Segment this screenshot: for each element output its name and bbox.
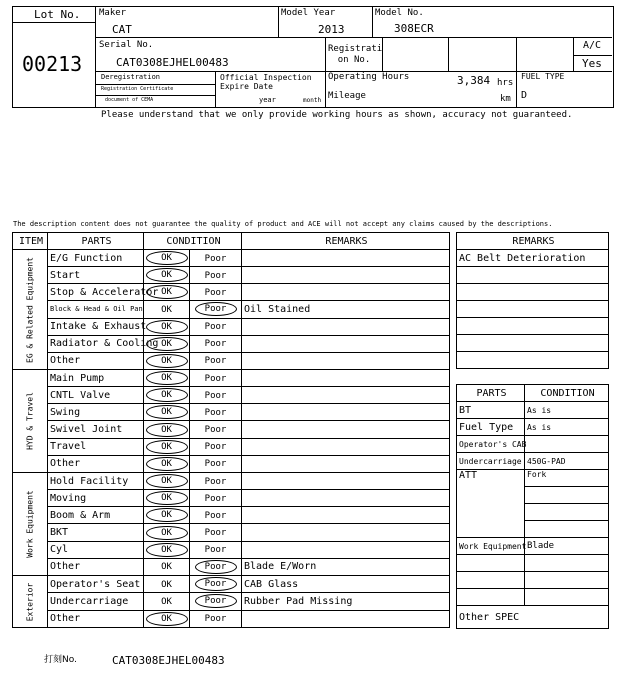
right-condition-header: CONDITION [525,385,609,402]
other-spec-label: Other SPEC [457,606,609,629]
fuel-type-label: FUEL TYPE [521,72,565,81]
part-cell: Radiator & Cooling [48,335,144,352]
right-parts-row [457,589,609,606]
remark-cell: Oil Stained [242,301,450,318]
poor-cell [190,267,242,284]
item-group-cell [13,370,48,473]
poor-option: Poor [204,253,227,264]
serial-label: Serial No. [99,40,154,50]
ok-cell [144,387,190,404]
poor-option: Poor [204,459,227,470]
right-part-cond: 450G-PAD [525,453,609,470]
remark-cell [242,473,450,490]
poor-cell [190,473,242,490]
ok-cell [144,352,190,369]
poor-cell [190,335,242,352]
right-part-cond [525,487,609,504]
table-row [13,267,450,284]
right-remarks-empty [457,335,609,352]
remark-cell [242,387,450,404]
poor-cell [190,490,242,507]
right-part-cond [525,521,609,538]
table-row [13,541,450,558]
item-group-cell [13,473,48,576]
poor-cell [190,524,242,541]
right-remarks-row [457,318,609,335]
table-row [13,301,450,318]
ok-selected-mark: OK [146,423,188,437]
table-row [13,284,450,301]
part-cell: E/G Function [48,250,144,267]
ok-selected-mark: OK [146,371,188,385]
ok-selected-mark: OK [146,405,188,419]
description-note: The description content does not guarantee the quality of product and ACE will not accept any claims caused by the descriptions. [13,220,553,228]
ok-cell [144,541,190,558]
ok-option: OK [161,304,172,315]
poor-selected-mark: Poor [195,302,237,316]
part-cell: Start [48,267,144,284]
ok-cell [144,301,190,318]
operating-hours-value: 3,384 [457,74,491,87]
item-group-cell [13,250,48,370]
ok-option: OK [161,596,172,607]
part-cell: Other [48,558,144,575]
part-cell: Swing [48,404,144,421]
poor-option: Poor [204,425,227,436]
item-group-label: Work Equipment [25,490,35,558]
ok-cell [144,438,190,455]
table-row [13,593,450,610]
ok-cell [144,250,190,267]
poor-selected-mark: Poor [195,560,237,574]
poor-cell [190,318,242,335]
remark-cell: CAB Glass [242,576,450,593]
footer-label: 打刻No. [44,655,77,665]
part-cell: Other [48,455,144,472]
item-group-cell [13,576,48,628]
part-cell: BKT [48,524,144,541]
month-label: month [303,97,322,104]
remark-cell [242,610,450,627]
poor-cell [190,370,242,387]
remark-cell [242,284,450,301]
ok-cell [144,524,190,541]
right-remarks-header: REMARKS [457,233,609,250]
part-cell: Travel [48,438,144,455]
ok-cell [144,610,190,627]
right-remarks-row [457,267,609,284]
right-parts-row [457,606,609,629]
ok-selected-mark: OK [146,388,188,402]
ok-selected-mark: OK [146,474,188,488]
poor-option: Poor [204,442,227,453]
part-cell: Hold Facility [48,473,144,490]
poor-cell [190,541,242,558]
table-row [13,610,450,627]
right-part-name [457,589,525,606]
ok-selected-mark: OK [146,612,188,626]
ok-selected-mark: OK [146,440,188,454]
right-part-cond [525,504,609,521]
table-row [13,335,450,352]
poor-cell [190,421,242,438]
part-cell: Other [48,352,144,369]
ok-option: OK [161,562,172,573]
remark-cell [242,267,450,284]
poor-cell [190,593,242,610]
right-part-name: Undercarriage [457,453,525,470]
fuel-type-value: D [521,90,528,101]
model-year-value: 2013 [318,23,345,36]
table-row [13,455,450,472]
table-row [13,421,450,438]
right-remarks-empty [457,318,609,335]
ok-cell [144,284,190,301]
registration-label: Registrati on No. [328,44,383,65]
poor-option: Poor [204,407,227,418]
right-part-cond: As is [525,419,609,436]
table-row [13,250,450,267]
remark-cell [242,250,450,267]
poor-option: Poor [204,373,227,384]
part-cell: Stop & Accelerator [48,284,144,301]
mileage-label: Mileage [328,91,366,101]
maker-label: Maker [99,8,127,18]
item-group-label: Exterior [25,582,35,621]
ok-cell [144,558,190,575]
km-unit: km [500,94,511,104]
poor-option: Poor [204,528,227,539]
ok-cell [144,490,190,507]
right-parts-row [457,572,609,589]
ok-cell [144,335,190,352]
footer-value: CAT0308EJHEL00483 [112,654,225,667]
condition-header: CONDITION [144,233,242,250]
remark-cell [242,541,450,558]
work-equipment-value: Blade [525,538,609,555]
parts-header: PARTS [48,233,144,250]
table-row [13,576,450,593]
ok-option: OK [161,579,172,590]
poor-option: Poor [204,270,227,281]
part-cell: Other [48,610,144,627]
model-no-label: Model No. [375,8,424,18]
work-equipment-label: Work Equipment [457,538,525,555]
maker-value: CAT [112,23,132,36]
remark-cell [242,438,450,455]
remarks-header: REMARKS [242,233,450,250]
operating-hours-label: Operating Hours [328,72,410,82]
right-part-name [457,572,525,589]
table-row [13,507,450,524]
right-remarks-empty [457,267,609,284]
poor-option: Poor [204,476,227,487]
model-year-label: Model Year [281,8,336,18]
part-cell: CNTL Valve [48,387,144,404]
ok-selected-mark: OK [146,508,188,522]
ok-selected-mark: OK [146,354,188,368]
poor-selected-mark: Poor [195,577,237,591]
cema-label: document of CEMA [105,97,154,103]
year-label: year [259,96,276,104]
remark-cell [242,490,450,507]
table-row [13,473,450,490]
part-cell: Cyl [48,541,144,558]
right-part-name: Fuel Type [457,419,525,436]
right-part-cond [525,589,609,606]
ok-cell [144,370,190,387]
right-part-cond [525,436,609,453]
right-parts-row [457,470,609,487]
table-row [13,318,450,335]
remark-cell [242,524,450,541]
disclaimer: Please understand that we only provide working hours as shown, accuracy not guaranteed. [101,110,573,120]
ok-selected-mark: OK [146,268,188,282]
serial-value: CAT0308EJHEL00483 [116,56,229,69]
item-group-label: HYD & Travel [25,392,35,450]
remark-cell [242,335,450,352]
poor-cell [190,352,242,369]
poor-option: Poor [204,545,227,556]
ok-cell [144,267,190,284]
poor-cell [190,250,242,267]
ok-selected-mark: OK [146,251,188,265]
registration-certificate-label: Registration Certificate [101,86,174,92]
ok-cell [144,421,190,438]
right-remarks-row [457,301,609,318]
remark-cell [242,404,450,421]
table-row [13,490,450,507]
right-parts-row [457,555,609,572]
right-remarks-row [457,335,609,352]
ok-selected-mark: OK [146,526,188,540]
part-cell: Block & Head & Oil Pan [48,301,144,318]
table-row [13,404,450,421]
remark-cell [242,318,450,335]
table-row [13,438,450,455]
ac-value: Yes [582,57,602,70]
ok-selected-mark: OK [146,285,188,299]
hrs-unit: hrs [497,78,514,88]
ok-cell [144,507,190,524]
right-part-name: BT [457,402,525,419]
ok-selected-mark: OK [146,491,188,505]
poor-option: Poor [204,390,227,401]
part-cell: Boom & Arm [48,507,144,524]
poor-cell [190,387,242,404]
ok-cell [144,473,190,490]
right-part-cond: Fork [525,470,609,487]
right-remarks-empty [457,352,609,369]
ac-label: A/C [583,40,602,51]
ok-cell [144,318,190,335]
right-remarks-empty [457,284,609,301]
ok-cell [144,576,190,593]
item-group-label: EG & Related Equipment [25,256,35,363]
remark-cell [242,421,450,438]
ok-selected-mark: OK [146,543,188,557]
inspection-table [12,232,450,628]
right-parts-table [456,384,609,629]
right-remarks-row [457,284,609,301]
remark-cell: Rubber Pad Missing [242,593,450,610]
remark-cell [242,507,450,524]
poor-option: Poor [204,356,227,367]
ok-selected-mark: OK [146,337,188,351]
right-parts-row [457,419,609,436]
poor-cell [190,558,242,575]
ok-selected-mark: OK [146,457,188,471]
right-part-name: ATT [457,470,525,538]
poor-option: Poor [204,339,227,350]
part-cell: Intake & Exhaust [48,318,144,335]
part-cell: Main Pump [48,370,144,387]
poor-cell [190,301,242,318]
poor-option: Poor [204,510,227,521]
inspection-label: Official Inspection Expire Date [220,73,312,91]
poor-cell [190,455,242,472]
ok-selected-mark: OK [146,320,188,334]
poor-option: Poor [204,322,227,333]
right-part-name: Operator's CAB [457,436,525,453]
poor-selected-mark: Poor [195,594,237,608]
ok-cell [144,404,190,421]
poor-option: Poor [204,287,227,298]
poor-cell [190,576,242,593]
deregistration-label: Deregistration [101,73,161,81]
ok-cell [144,593,190,610]
right-parts-row [457,402,609,419]
right-part-cond [525,572,609,589]
right-remarks-table [456,232,609,369]
right-part-name [457,555,525,572]
right-remarks-empty [457,301,609,318]
remark-cell [242,352,450,369]
part-cell: Operator's Seat [48,576,144,593]
table-row [13,387,450,404]
poor-cell [190,438,242,455]
poor-cell [190,610,242,627]
part-cell: Undercarriage [48,593,144,610]
part-cell: Swivel Joint [48,421,144,438]
poor-cell [190,507,242,524]
right-part-cond [525,555,609,572]
remark-cell [242,370,450,387]
remark-cell [242,455,450,472]
lot-label: Lot No. [34,8,81,21]
right-part-cond: As is [525,402,609,419]
table-row [13,524,450,541]
table-row [13,370,450,387]
model-no-value: 308ECR [394,22,434,35]
right-remarks-row [457,352,609,369]
remark-cell: Blade E/Worn [242,558,450,575]
poor-option: Poor [204,493,227,504]
right-parts-row [457,436,609,453]
table-row [13,352,450,369]
poor-option: Poor [204,614,227,625]
right-remarks-line: AC Belt Deterioration [457,250,609,267]
poor-cell [190,404,242,421]
poor-cell [190,284,242,301]
ok-cell [144,455,190,472]
right-parts-row [457,538,609,555]
part-cell: Moving [48,490,144,507]
item-header: ITEM [13,233,48,250]
right-parts-header: PARTS [457,385,525,402]
lot-number: 00213 [22,52,83,76]
table-row [13,558,450,575]
right-parts-row [457,453,609,470]
